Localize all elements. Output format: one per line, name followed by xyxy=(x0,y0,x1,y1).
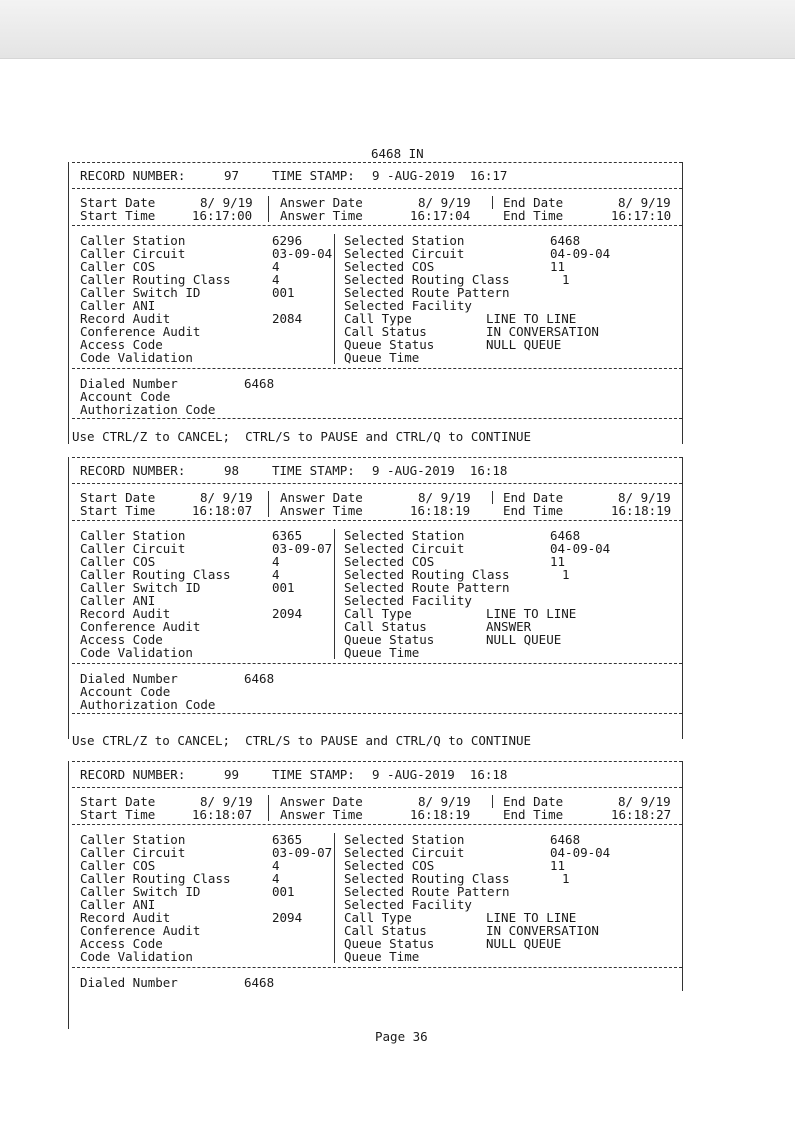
caller-cos-label: Caller COS xyxy=(80,259,156,274)
answer-date-label: Answer Date xyxy=(280,490,363,505)
caller-station-label: Caller Station xyxy=(80,832,186,847)
queue-time-label: Queue Time xyxy=(344,949,420,964)
selected-station-value: 6468 xyxy=(550,233,581,248)
dialed-number-label: Dialed Number xyxy=(80,975,178,990)
queue-status-label: Queue Status xyxy=(344,337,435,352)
code-validation-label: Code Validation xyxy=(80,350,193,365)
caller-circuit-value: 03-09-07 xyxy=(272,845,333,860)
record-number-value: 98 xyxy=(224,463,240,478)
start-time-label: Start Time xyxy=(80,208,156,223)
caller-routing-class-label: Caller Routing Class xyxy=(80,567,231,582)
caller-switch-id-label: Caller Switch ID xyxy=(80,580,201,595)
dialed-number-value: 6468 xyxy=(244,975,275,990)
selected-facility-label: Selected Facility xyxy=(344,897,472,912)
control-key-prompt: Use CTRL/Z to CANCEL; CTRL/S to PAUSE and CTRL/Q to CONTINUE xyxy=(72,733,532,748)
selected-circuit-label: Selected Circuit xyxy=(344,541,465,556)
queue-status-value: NULL QUEUE xyxy=(486,337,562,352)
dashed-divider xyxy=(72,188,682,189)
time-stamp-value: 9 -AUG-2019 16:18 xyxy=(372,463,508,478)
caller-routing-class-label: Caller Routing Class xyxy=(80,871,231,886)
access-code-label: Access Code xyxy=(80,337,163,352)
dashed-divider xyxy=(72,483,682,484)
start-time-value: 16:17:00 xyxy=(192,208,253,223)
column-separator xyxy=(334,234,335,364)
caller-circuit-label: Caller Circuit xyxy=(80,246,186,261)
caller-cos-label: Caller COS xyxy=(80,858,156,873)
end-time-value: 16:18:19 xyxy=(611,503,672,518)
answer-time-value: 16:18:19 xyxy=(410,503,471,518)
selected-station-label: Selected Station xyxy=(344,233,465,248)
right-border xyxy=(682,457,683,739)
record-audit-value: 2094 xyxy=(272,910,303,925)
dashed-divider xyxy=(72,520,682,521)
answer-date-value: 8/ 9/19 xyxy=(418,490,471,505)
end-time-value: 16:17:10 xyxy=(611,208,672,223)
queue-time-label: Queue Time xyxy=(344,645,420,660)
code-validation-label: Code Validation xyxy=(80,949,193,964)
authorization-code-label: Authorization Code xyxy=(80,697,216,712)
caller-cos-label: Caller COS xyxy=(80,554,156,569)
time-stamp-label: TIME STAMP: xyxy=(272,168,355,183)
time-stamp-label: TIME STAMP: xyxy=(272,767,355,782)
start-date-label: Start Date xyxy=(80,490,156,505)
start-time-label: Start Time xyxy=(80,503,156,518)
account-code-label: Account Code xyxy=(80,684,171,699)
selected-station-label: Selected Station xyxy=(344,832,465,847)
caller-cos-value: 4 xyxy=(272,259,280,274)
end-date-value: 8/ 9/19 xyxy=(618,195,671,210)
dashed-divider xyxy=(72,967,682,968)
record-number-label: RECORD NUMBER: xyxy=(80,168,186,183)
time-stamp-value: 9 -AUG-2019 16:18 xyxy=(372,767,508,782)
selected-circuit-label: Selected Circuit xyxy=(344,845,465,860)
selected-routing-class-label: Selected Routing Class xyxy=(344,272,510,287)
caller-routing-class-value: 4 xyxy=(272,871,280,886)
caller-station-label: Caller Station xyxy=(80,528,186,543)
start-date-label: Start Date xyxy=(80,195,156,210)
caller-cos-value: 4 xyxy=(272,554,280,569)
selected-facility-label: Selected Facility xyxy=(344,298,472,313)
selected-station-value: 6468 xyxy=(550,528,581,543)
record-number-value: 97 xyxy=(224,168,240,183)
column-separator xyxy=(268,196,269,222)
record-audit-label: Record Audit xyxy=(80,311,171,326)
left-border xyxy=(68,761,69,1029)
dashed-divider xyxy=(72,787,682,788)
selected-routing-class-value: 1 xyxy=(562,272,570,287)
start-time-label: Start Time xyxy=(80,807,156,822)
call-status-value: IN CONVERSATION xyxy=(486,923,599,938)
record-number-label: RECORD NUMBER: xyxy=(80,767,186,782)
call-type-value: LINE TO LINE xyxy=(486,910,577,925)
selected-routing-class-value: 1 xyxy=(562,871,570,886)
column-separator xyxy=(268,491,269,517)
access-code-label: Access Code xyxy=(80,632,163,647)
selected-station-value: 6468 xyxy=(550,832,581,847)
caller-station-value: 6365 xyxy=(272,528,303,543)
selected-routing-class-value: 1 xyxy=(562,567,570,582)
selected-station-label: Selected Station xyxy=(344,528,465,543)
column-separator xyxy=(268,795,269,821)
record-audit-label: Record Audit xyxy=(80,910,171,925)
selected-cos-label: Selected COS xyxy=(344,259,435,274)
time-stamp-label: TIME STAMP: xyxy=(272,463,355,478)
selected-circuit-value: 04-09-04 xyxy=(550,246,611,261)
dashed-divider xyxy=(72,713,682,714)
selected-facility-label: Selected Facility xyxy=(344,593,472,608)
answer-time-label: Answer Time xyxy=(280,503,363,518)
call-status-label: Call Status xyxy=(344,619,427,634)
dashed-divider xyxy=(72,368,682,369)
caller-routing-class-value: 4 xyxy=(272,272,280,287)
column-separator xyxy=(334,529,335,659)
dialed-number-value: 6468 xyxy=(244,376,275,391)
start-time-value: 16:18:07 xyxy=(192,807,253,822)
dashed-divider xyxy=(72,457,682,458)
call-status-value: ANSWER xyxy=(486,619,532,634)
caller-switch-id-value: 001 xyxy=(272,884,295,899)
dashed-divider xyxy=(72,162,682,163)
dashed-divider xyxy=(72,761,682,762)
caller-switch-id-value: 001 xyxy=(272,580,295,595)
answer-date-label: Answer Date xyxy=(280,195,363,210)
caller-circuit-label: Caller Circuit xyxy=(80,541,186,556)
right-border xyxy=(682,162,683,444)
selected-circuit-value: 04-09-04 xyxy=(550,845,611,860)
selected-route-pattern-label: Selected Route Pattern xyxy=(344,580,510,595)
caller-ani-label: Caller ANI xyxy=(80,298,156,313)
caller-ani-label: Caller ANI xyxy=(80,897,156,912)
queue-status-value: NULL QUEUE xyxy=(486,936,562,951)
caller-switch-id-label: Caller Switch ID xyxy=(80,884,201,899)
call-type-label: Call Type xyxy=(344,311,412,326)
dialed-number-label: Dialed Number xyxy=(80,376,178,391)
call-type-value: LINE TO LINE xyxy=(486,606,577,621)
call-status-label: Call Status xyxy=(344,324,427,339)
end-time-value: 16:18:27 xyxy=(611,807,672,822)
selected-cos-value: 11 xyxy=(550,259,566,274)
call-status-value: IN CONVERSATION xyxy=(486,324,599,339)
answer-time-value: 16:17:04 xyxy=(410,208,471,223)
end-date-label: End Date xyxy=(503,195,564,210)
selected-cos-value: 11 xyxy=(550,554,566,569)
caller-circuit-value: 03-09-07 xyxy=(272,541,333,556)
conference-audit-label: Conference Audit xyxy=(80,923,201,938)
page-number: Page 36 xyxy=(375,1029,428,1044)
record-audit-value: 2084 xyxy=(272,311,303,326)
answer-date-value: 8/ 9/19 xyxy=(418,794,471,809)
caller-cos-value: 4 xyxy=(272,858,280,873)
call-status-label: Call Status xyxy=(344,923,427,938)
end-time-label: End Time xyxy=(503,208,564,223)
start-date-label: Start Date xyxy=(80,794,156,809)
selected-circuit-value: 04-09-04 xyxy=(550,541,611,556)
call-type-label: Call Type xyxy=(344,606,412,621)
account-code-label: Account Code xyxy=(80,389,171,404)
start-date-value: 8/ 9/19 xyxy=(200,794,253,809)
caller-circuit-value: 03-09-04 xyxy=(272,246,333,261)
conference-audit-label: Conference Audit xyxy=(80,619,201,634)
call-record xyxy=(72,761,682,1029)
start-date-value: 8/ 9/19 xyxy=(200,490,253,505)
call-record xyxy=(72,457,682,739)
caller-routing-class-label: Caller Routing Class xyxy=(80,272,231,287)
code-validation-label: Code Validation xyxy=(80,645,193,660)
left-border xyxy=(68,457,69,739)
call-type-label: Call Type xyxy=(344,910,412,925)
dashed-divider xyxy=(72,824,682,825)
conference-audit-label: Conference Audit xyxy=(80,324,201,339)
dashed-divider xyxy=(72,663,682,664)
end-time-label: End Time xyxy=(503,503,564,518)
caller-switch-id-value: 001 xyxy=(272,285,295,300)
answer-time-label: Answer Time xyxy=(280,208,363,223)
end-date-label: End Date xyxy=(503,794,564,809)
selected-routing-class-label: Selected Routing Class xyxy=(344,567,510,582)
selected-cos-label: Selected COS xyxy=(344,858,435,873)
record-number-value: 99 xyxy=(224,767,240,782)
start-date-value: 8/ 9/19 xyxy=(200,195,253,210)
end-date-label: End Date xyxy=(503,490,564,505)
queue-status-label: Queue Status xyxy=(344,936,435,951)
selected-cos-value: 11 xyxy=(550,858,566,873)
column-separator xyxy=(492,795,493,808)
dialed-number-label: Dialed Number xyxy=(80,671,178,686)
report-header: 6468 IN xyxy=(371,146,424,161)
start-time-value: 16:18:07 xyxy=(192,503,253,518)
column-separator xyxy=(334,833,335,963)
record-number-label: RECORD NUMBER: xyxy=(80,463,186,478)
caller-station-value: 6296 xyxy=(272,233,303,248)
answer-date-value: 8/ 9/19 xyxy=(418,195,471,210)
record-audit-label: Record Audit xyxy=(80,606,171,621)
selected-route-pattern-label: Selected Route Pattern xyxy=(344,285,510,300)
answer-time-label: Answer Time xyxy=(280,807,363,822)
caller-station-label: Caller Station xyxy=(80,233,186,248)
end-date-value: 8/ 9/19 xyxy=(618,490,671,505)
selected-route-pattern-label: Selected Route Pattern xyxy=(344,884,510,899)
access-code-label: Access Code xyxy=(80,936,163,951)
caller-circuit-label: Caller Circuit xyxy=(80,845,186,860)
caller-ani-label: Caller ANI xyxy=(80,593,156,608)
queue-status-value: NULL QUEUE xyxy=(486,632,562,647)
column-separator xyxy=(492,491,493,504)
answer-date-label: Answer Date xyxy=(280,794,363,809)
dashed-divider xyxy=(72,418,682,419)
end-date-value: 8/ 9/19 xyxy=(618,794,671,809)
caller-station-value: 6365 xyxy=(272,832,303,847)
dialed-number-value: 6468 xyxy=(244,671,275,686)
caller-routing-class-value: 4 xyxy=(272,567,280,582)
selected-routing-class-label: Selected Routing Class xyxy=(344,871,510,886)
queue-status-label: Queue Status xyxy=(344,632,435,647)
call-record xyxy=(72,162,682,444)
selected-circuit-label: Selected Circuit xyxy=(344,246,465,261)
end-time-label: End Time xyxy=(503,807,564,822)
time-stamp-value: 9 -AUG-2019 16:17 xyxy=(372,168,508,183)
call-type-value: LINE TO LINE xyxy=(486,311,577,326)
record-audit-value: 2094 xyxy=(272,606,303,621)
authorization-code-label: Authorization Code xyxy=(80,402,216,417)
right-border xyxy=(682,761,683,991)
left-border xyxy=(68,162,69,444)
dashed-divider xyxy=(72,225,682,226)
queue-time-label: Queue Time xyxy=(344,350,420,365)
column-separator xyxy=(492,196,493,209)
caller-switch-id-label: Caller Switch ID xyxy=(80,285,201,300)
selected-cos-label: Selected COS xyxy=(344,554,435,569)
answer-time-value: 16:18:19 xyxy=(410,807,471,822)
control-key-prompt: Use CTRL/Z to CANCEL; CTRL/S to PAUSE and CTRL/Q to CONTINUE xyxy=(72,429,532,444)
